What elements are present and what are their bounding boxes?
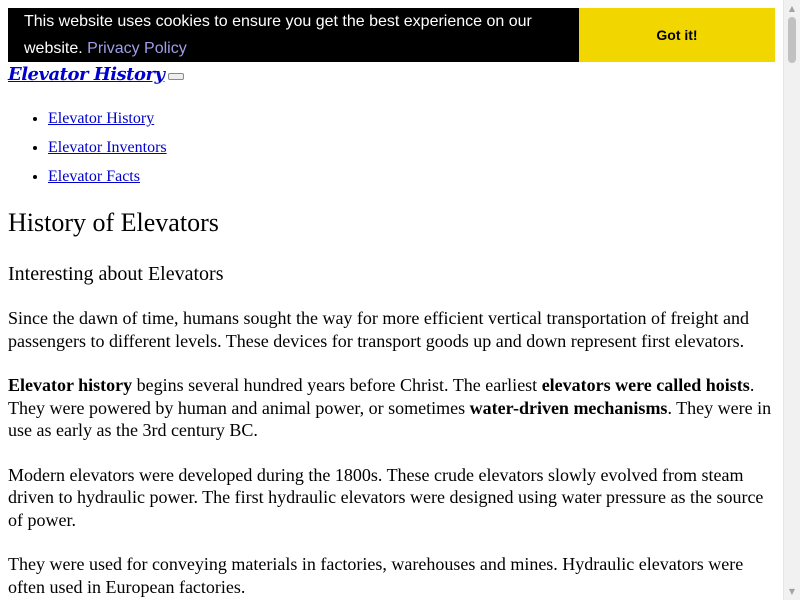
nav-item xyxy=(48,109,775,128)
nav-link-elevator-facts[interactable]: Elevator Facts xyxy=(48,168,140,185)
paragraph-uses: They were used for conveying materials in factories, warehouses and mines. Hydraulic elevators were often used in European factories. xyxy=(8,554,744,597)
nav-item xyxy=(48,138,775,157)
menu-toggle-button[interactable] xyxy=(168,73,184,80)
site-title-link[interactable]: Elevator History xyxy=(8,64,165,85)
privacy-policy-link[interactable]: Privacy Policy xyxy=(87,40,187,57)
nav-link-elevator-inventors[interactable]: Elevator Inventors xyxy=(48,139,167,156)
cookie-consent-banner xyxy=(8,8,775,62)
scrollbar-thumb[interactable] xyxy=(788,17,796,63)
paragraph-history xyxy=(8,374,775,442)
cookie-message-text: This website uses cookies to ensure you get the best experience on our website. xyxy=(24,13,532,57)
paragraph-intro: Since the dawn of time, humans sought the way for more efficient vertical transportation of freight and passengers to different levels. These devices for transport goods up and down represent first elevators. xyxy=(8,308,749,351)
nav-item xyxy=(48,167,775,186)
bold-text: Elevator history xyxy=(8,375,133,395)
scroll-up-arrow-icon[interactable]: ▲ xyxy=(788,4,796,13)
paragraph-text: . They were in use as early as the 3rd century BC. xyxy=(8,397,772,440)
paragraph-modern: Modern elevators were developed during the 1800s. These crude elevators slowly evolved from steam driven to hydraulic power. The first hydraulic elevators were designed using water pressure as the source of power. xyxy=(8,464,764,530)
cookie-message xyxy=(24,8,564,62)
page-content xyxy=(8,62,775,598)
page-subtitle: Interesting about Elevators xyxy=(8,263,224,285)
vertical-scrollbar[interactable] xyxy=(783,0,800,600)
paragraph-text: . They were powered by human and animal power, or sometimes xyxy=(8,375,755,418)
site-header xyxy=(8,62,775,85)
scroll-down-arrow-icon[interactable]: ▼ xyxy=(788,587,796,596)
page-title: History of Elevators xyxy=(8,208,219,237)
bold-text: water-driven mechanisms xyxy=(469,397,668,418)
bold-text: elevators were called hoists xyxy=(541,375,750,395)
nav-link-elevator-history[interactable]: Elevator History xyxy=(48,110,155,127)
paragraph-text: begins several hundred years before Christ. The earliest xyxy=(132,375,542,395)
cookie-accept-button[interactable]: Got it! xyxy=(579,8,775,62)
nav-menu xyxy=(8,109,775,186)
